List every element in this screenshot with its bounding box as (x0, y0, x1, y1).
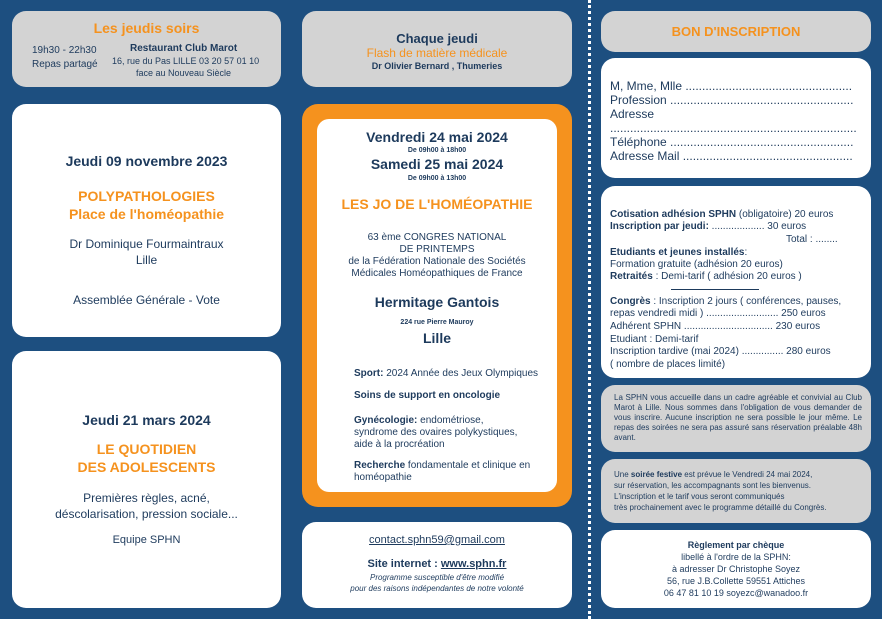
thursday-evenings-title: Les jeudis soirs (93, 20, 200, 36)
restaurant-name: Restaurant Club Marot (130, 43, 238, 54)
congress-topic-research: Recherche fondamentale et clinique en (354, 460, 531, 471)
contact-email-link[interactable]: contact.sphn59@gmail.com (369, 534, 505, 546)
congress-venue: Hermitage Gantois (374, 294, 500, 310)
pricing-card (601, 186, 871, 378)
congress-desc-3: de la Fédération Nationale des Sociétés (348, 256, 526, 267)
congress-desc-4: Médicales Homéopathiques de France (351, 268, 523, 279)
restaurant-landmark: face au Nouveau Siècle (136, 68, 232, 78)
pricing-membership: Cotisation adhésion SPHN (obligatoire) 20 euros (610, 209, 834, 220)
contact-card (302, 522, 572, 608)
pricing-late: Inscription tardive (mai 2024) ............... 280 euros (610, 346, 831, 357)
website-line: Site internet : www.sphn.fr (367, 558, 507, 570)
payment-line: libellé à l'ordre de la SPHN: (681, 552, 791, 562)
festive-line: Une soirée festive est prévue le Vendredi 24 mai 2024, (614, 470, 813, 479)
congress-theme: LES JO DE L'HOMÉOPATHIE (341, 196, 533, 212)
congress-topic-oncology: Soins de support en oncologie (354, 390, 501, 401)
pricing-students: Etudiants et jeunes installés: (610, 247, 748, 258)
congress-desc: 63 ème CONGRES NATIONAL (367, 232, 507, 243)
congress-day1-time: De 09h00 à 18h00 (407, 147, 467, 154)
pricing-students-free: Formation gratuite (adhésion 20 euros) (610, 259, 783, 270)
weekly-speaker: Dr Olivier Bernard , Thumeries (371, 61, 503, 71)
pricing-congress: Congrès : Inscription 2 jours ( conférences, pauses, (610, 296, 842, 307)
club-info-card (601, 385, 871, 452)
event-city: Lille (135, 253, 158, 267)
program-note: Programme susceptible d'être modifié (369, 573, 505, 582)
event-date: Jeudi 09 novembre 2023 (65, 153, 228, 169)
payment-line-3: 56, rue J.B.Collette 59551 Attiches (666, 576, 806, 586)
club-info-text: La SPHN vous accueille dans un cadre agréable et convivial au Club Marot à Lille. Nous sommes dans l'obligation de vous demander de vous inscrire. Aucune inscription ne sera possible le jour même. Le repas des soirées ne sera pas assuré sans réservation préalable 48h avant. (614, 393, 862, 442)
event-topic: POLYPATHOLOGIES (78, 188, 215, 204)
festive-line-3: L'inscription et le tarif vous seront communiqués (614, 492, 785, 501)
payment-line-4: 06 47 81 10 19 soyezc@wanadoo.fr (663, 588, 809, 598)
congress-topic-gyneco-2: syndrome des ovaires polykystiques, (354, 427, 518, 438)
field-phone[interactable]: Téléphone ....................................................... (610, 135, 854, 149)
fold-divider (588, 0, 591, 619)
event-november-card (12, 104, 281, 337)
field-profession[interactable]: Profession ....................................................... (610, 93, 854, 107)
event-description-2: déscolarisation, pression sociale... (55, 507, 238, 521)
payment-line-2: à adresser Dr Christophe Soyez (671, 564, 801, 574)
field-email[interactable]: Adresse Mail ................................................... (610, 149, 853, 163)
congress-inner (317, 119, 557, 492)
congress-desc-2: DE PRINTEMPS (399, 244, 475, 255)
congress-card (302, 104, 572, 507)
event-date: Jeudi 21 mars 2024 (82, 412, 211, 428)
pricing-congress-2: repas vendredi midi ) .......................... 250 euros (610, 308, 826, 319)
payment-card (601, 530, 871, 608)
weekly-subtitle: Flash de matière médicale (366, 46, 508, 60)
field-address-2[interactable]: .......................................................................... (610, 121, 857, 135)
congress-day2: Samedi 25 mai 2024 (370, 156, 504, 172)
weekly-flash-card (302, 11, 572, 87)
congress-day1: Vendredi 24 mai 2024 (366, 129, 508, 145)
event-topic-sub: DES ADOLESCENTS (77, 459, 216, 475)
congress-topic-gyneco: Gynécologie: endométriose, (354, 415, 484, 426)
event-topic: LE QUOTIDIEN (96, 441, 197, 457)
event-march-card (12, 351, 281, 608)
festive-line-4: très prochainement avec le programme détaillé du Congrès. (614, 503, 827, 512)
evening-time: 19h30 - 22h30 (32, 45, 97, 56)
payment-title: Règlement par chèque (687, 540, 785, 550)
field-name[interactable]: M, Mme, Mlle .................................................. (610, 79, 853, 93)
festive-evening-card (601, 459, 871, 523)
pricing-limited: ( nombre de places limité) (610, 359, 726, 370)
congress-topic-gyneco-3: aide à la procréation (354, 439, 445, 450)
website-link[interactable]: www.sphn.fr (440, 558, 507, 570)
event-speaker: Dr Dominique Fourmaintraux (69, 237, 224, 251)
pricing-thursday: Inscription par jeudi: ................... 30 euros (610, 221, 807, 232)
congress-venue-city: Lille (422, 330, 451, 346)
meal-label: Repas partagé (32, 59, 98, 70)
pricing-retired: Retraités : Demi-tarif ( adhésion 20 euros ) (610, 271, 802, 282)
pricing-separator (671, 289, 759, 290)
event-description: Premières règles, acné, (83, 491, 210, 505)
congress-topic-sport: Sport: 2024 Année des Jeux Olympiques (354, 368, 538, 379)
thursday-evenings-card (12, 11, 281, 87)
pricing-total: Total : ........ (786, 234, 838, 245)
congress-topic-research-2: homéopathie (354, 472, 412, 483)
pricing-member: Adhérent SPHN ................................ 230 euros (610, 321, 821, 332)
congress-day2-time: De 09h00 à 13h00 (407, 175, 467, 182)
festive-line-2: sur réservation, les accompagnants sont les bienvenus. (614, 481, 811, 490)
pricing-student: Etudiant : Demi-tarif (610, 334, 699, 345)
event-topic-sub: Place de l'homéopathie (68, 206, 225, 222)
registration-header (601, 11, 871, 52)
event-team: Equipe SPHN (112, 534, 181, 546)
congress-venue-address: 224 rue Pierre Mauroy (400, 319, 474, 326)
restaurant-address: 16, rue du Pas LILLE 03 20 57 01 10 (112, 56, 260, 66)
program-note-2: pour des raisons indépendantes de notre volonté (350, 584, 524, 593)
registration-title: BON D'INSCRIPTION (671, 24, 801, 39)
field-address[interactable]: Adresse (610, 107, 655, 121)
general-assembly: Assemblée Générale - Vote (73, 293, 220, 307)
weekly-title: Chaque jeudi (396, 31, 478, 46)
registration-form (601, 58, 871, 178)
